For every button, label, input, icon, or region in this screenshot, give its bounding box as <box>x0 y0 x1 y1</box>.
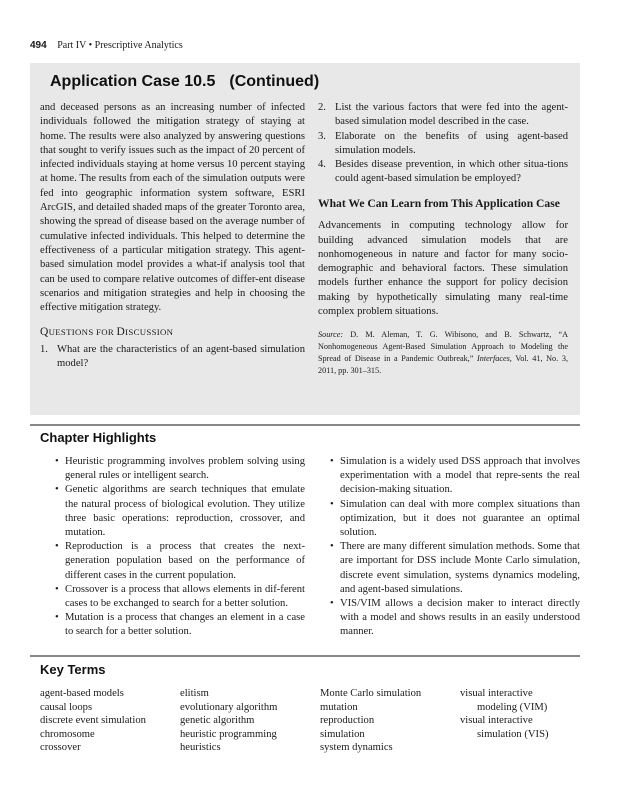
page-number: 494 <box>30 40 47 51</box>
key-term: visual interactive <box>460 715 533 726</box>
key-term: simulation <box>320 728 365 740</box>
highlight-item: • Crossover is a process that allows elements in dif-ferent cases to be exchanged to search for a better solution. <box>55 583 305 610</box>
highlight-item: • VIS/VIM allows a decision maker to interact directly with a model and shows results in an easily understood manner. <box>330 598 580 638</box>
key-term: agent-based models <box>40 688 124 699</box>
highlight-item: • Genetic algorithms are search techniques that emulate the natural process of biological evolution. They utilize three basic operations: reproduction, crossover, and mutation. <box>55 484 305 539</box>
key-term: discrete event simulation <box>40 715 146 726</box>
key-term: elitism <box>180 688 209 699</box>
highlights-right-column <box>330 455 580 640</box>
highlight-item: • Simulation can deal with more complex situations than optimization, but it does not guarantee an optimal solution. <box>330 498 580 539</box>
highlight-item: • There are many different simulation methods. Some that are important for DSS include Monte Carlo simulation, discrete event simulation, systems dynamics modeling, and agent-based simulations. <box>330 541 580 595</box>
case-title-continued: (Continued) <box>229 73 320 90</box>
chapter-highlights-heading: Chapter Highlights <box>40 430 157 445</box>
case-right-column <box>318 101 568 377</box>
key-term: chromosome <box>40 728 95 740</box>
question-item: 4. Besides disease prevention, in which other situa-tions could agent-based simulation be employed? <box>318 159 568 185</box>
key-term: heuristics <box>180 742 221 753</box>
key-term: system dynamics <box>320 742 393 753</box>
questions-heading: QUESTIONS FOR DISCUSSION <box>40 326 174 339</box>
case-title <box>50 73 319 91</box>
key-term: visual interactive <box>460 688 533 699</box>
key-terms-rule <box>30 655 580 657</box>
part-label: Part IV • Prescriptive Analytics <box>57 40 183 51</box>
key-term: modeling (VIM) <box>477 701 548 713</box>
case-body-text: and deceased persons as an increasing number of infected individuals followed the mitigation strategy of staying at home. The results were also analyzed by answering questions that sought to verify issues such as the impact of 20 percent of infected individuals staying at home versus 10 percent staying at home. The results from each of the simulation outputs were fed into geographic information system software, ESRI ArcGIS, and detailed shaded maps of the greater Toronto area, showing the spread of disease based on the average number of cumulative infected individuals. This helped to determine the effectiveness of a particular mitigation strategy. This agent-based simulation model provides a what-if analysis tool that can be used to compare relative outcomes of differ-ent disease scenarios and mitigation strategies and help in choosing the effective mitigation strategy. <box>40 102 305 314</box>
case-title-main: Application Case 10.5 <box>50 73 216 90</box>
question-item: 3. Elaborate on the benefits of using agent-based simulation models. <box>318 130 568 156</box>
question-item: 2. List the various factors that were fed into the agent-based simulation model described in the case. <box>318 102 568 128</box>
case-left-column <box>40 101 305 371</box>
key-terms-col-3 <box>320 687 421 755</box>
key-terms-col-4 <box>460 687 549 741</box>
application-case-box <box>30 63 580 415</box>
highlight-item: • Heuristic programming involves problem solving using general rules or intelligent search. <box>55 456 305 482</box>
key-terms-col-2 <box>180 687 277 755</box>
key-term: simulation (VIS) <box>477 728 549 740</box>
questions-list-right <box>318 101 568 187</box>
key-term: heuristic programming <box>180 728 277 740</box>
key-term: reproduction <box>320 715 375 726</box>
running-head <box>30 40 183 51</box>
key-term: evolutionary algorithm <box>180 701 278 713</box>
question-item: 1. What are the characteristics of an agent-based simulation model? <box>40 343 305 370</box>
highlight-item: • Simulation is a widely used DSS approach that involves experimentation with a model that repre-sents the real decision-making situation. <box>330 456 580 496</box>
questions-list-left <box>40 343 305 372</box>
highlight-item: • Mutation is a process that changes an element in a case to search for a better solution. <box>55 612 305 638</box>
learn-text: Advancements in computing technology allow for building advanced simulation models that are nonhomogeneous in nature and factor for many socio-demographic and behavioral factors. These simulation models further enhance the support for policy decision making by hypothetically simulating many real-time complex problem situations. <box>318 220 568 318</box>
key-term: genetic algorithm <box>180 715 255 726</box>
source-citation: Source: D. M. Aleman, T. G. Wibisono, and B. Schwartz, “A Nonhomogeneous Agent-Based Simulation Approach to Modeling the Spread of Disease in a Pandemic Outbreak,” Interfaces, Vol. 41, No. 3, 2011, pp. 301–315. <box>318 330 568 376</box>
highlights-left-column <box>55 455 305 640</box>
key-term: crossover <box>40 742 81 753</box>
learn-heading: What We Can Learn from This Application Case <box>318 196 560 210</box>
key-term: mutation <box>320 701 358 713</box>
key-terms-heading: Key Terms <box>40 662 106 677</box>
key-terms-col-1 <box>40 687 146 755</box>
highlights-rule <box>30 424 580 426</box>
key-term: Monte Carlo simulation <box>320 688 422 699</box>
highlight-item: • Reproduction is a process that creates the next-generation population based on the performance of different cases in the current population. <box>55 541 305 581</box>
key-term: causal loops <box>40 701 93 713</box>
